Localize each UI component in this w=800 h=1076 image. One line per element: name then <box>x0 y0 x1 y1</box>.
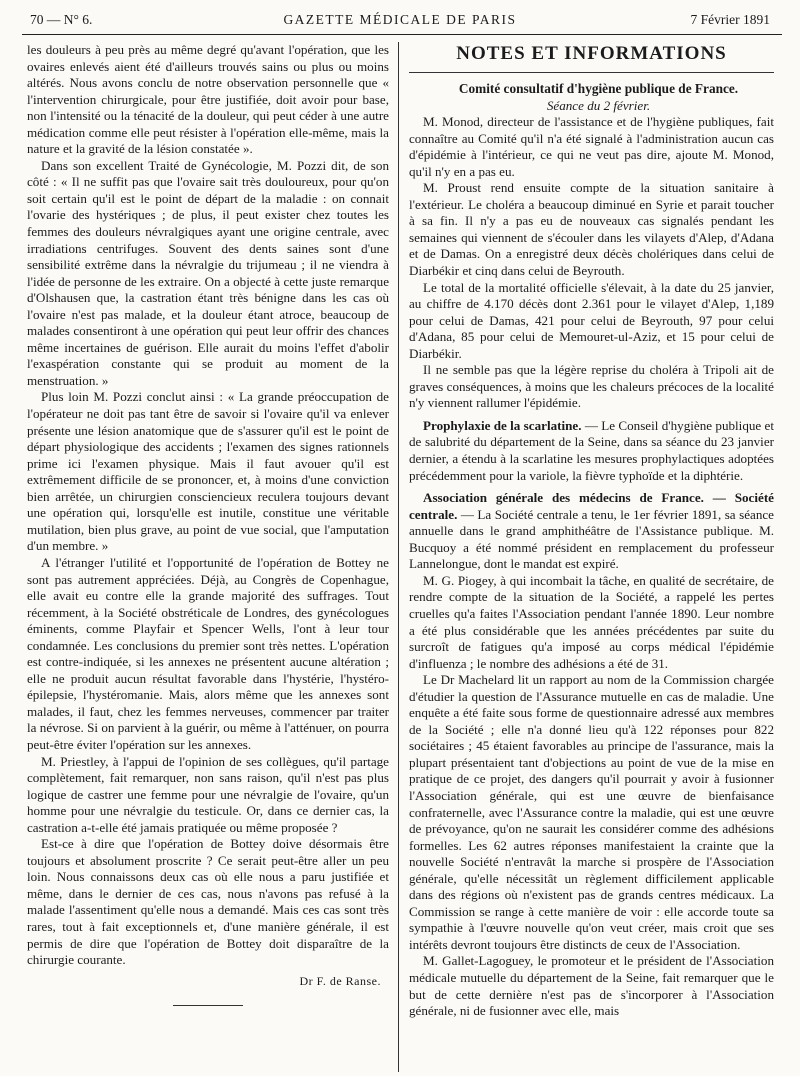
paragraph: M. Monod, directeur de l'assistance et de l'hygiène publiques, fait connaître au Comité qu'il n'a été signalé à l'administration aucun cas d'épidémie à l'intérieur, ce qui ne veut pas dire, ajoute M. Monod, qu'il n'y en a pas eu. <box>409 114 774 179</box>
right-column <box>409 42 774 1070</box>
section-title: NOTES ET INFORMATIONS <box>456 43 727 64</box>
page-header <box>30 6 770 30</box>
paragraph: M. G. Piogey, à qui incombait la tâche, en qualité de secrétaire, de rendre compte de la situation de la Société, a rappelé les pertes cruelles qu'a faites l'Association pendant l'année 1890. Leur nombre a été plus considérable que les années précédentes par suite du surcroît de fatigues qu'a imposé au corps médical l'épidémie d'influenza ; le nombre des adhésions a été de 31. <box>409 572 774 671</box>
paragraph: Le total de la mortalité officielle s'élevait, à la date du 25 janvier, au chiffre de 4.170 décès dont 2.361 pour le vilayet d'Alep, 1,189 pour celui de Damas, 421 pour celui de Beyrouth, 97 pour celui d'Adana, 85 pour celui de Memouret-ul-Aziz, et 15 pour celui de Diarbékir. <box>409 279 774 361</box>
paragraph: Est-ce à dire que l'opération de Bottey doive désormais être toujours et absolument proscrite ? Ce serait peut-être aller un peu loin. Nous connaissons deux cas où elle nous a paru justifiée et même, dans le dernier de ces cas, nous n'avons pas refusé à la malade l'assentiment qu'elle nous a demandé. Mais ces cas sont très rares, tout à fait exceptionnels et, d'une manière générale, il est permis de dire que l'opération de Bottey doit disparaître de la chirurgie courante. <box>27 836 389 968</box>
author-signature: Dr F. de Ranse. <box>299 973 381 988</box>
section-rule <box>409 72 774 73</box>
scarlatine-text: — Le Conseil d'hygiène publique et de salubrité du département de la Seine, dans sa séance du 23 janvier dernier, a étendu à la scarlatine les mesures prophylactiques adoptées précédemment pour la variole, la fièvre typhoïde et la diphtérie. <box>409 417 774 483</box>
paragraph: A l'étranger l'utilité et l'opportunité de l'opération de Bottey ne sont pas autrement appréciées. Déjà, au Congrès de Copenhague, elle avait eu contre elle la grande majorité des suffrages. Tout récemment, à la Société obstréticale de Londres, des gynécologues éminents, comme Playfair et Spencer Wells, l'ont à leur tour condamnée. Les conclusions du premier sont très nettes. L'opération est contre-indiquée, si les annexes ne présentent aucune altération ; elle ne produit aucun résultat favorable dans l'hystérie, l'hystéro-épilepsie, l'hystéromanie. Mais, alors même que les annexes sont malades, il faut, chez les femmes nerveuses, commencer par traiter la névrose. Si on parvient à la guérir, ou même à l'atténuer, on pourra peut-être éviter l'opération sur les annexes. <box>27 554 389 752</box>
paragraph: Le Dr Machelard lit un rapport au nom de la Commission chargée d'étudier la question de l'Assurance mutuelle en cas de maladie. Une enquête a été faite sous forme de questionnaire adressé aux membres de la Société ; elle n'a donné lieu qu'à 122 réponses pour 822 sociétaires ; 45 étaient favorables au principe de l'assurance, mais la plupart présentaient tant d'objections au point de vue de la mise en pratique de ce projet, des dangers qu'il pourrait y avoir à fusionner l'Association générale, qui est une œuvre de bienfaisance confraternelle, avec l'Assurance contre la maladie, qui est une œuvre de prévoyance, qu'on ne saurait les considérer comme des adhésions formelles. Les 62 autres réponses manifestaient la crainte que la nouvelle Société n'entravât la marche si prospère de l'Association générale, qu'elle nécessitât un règlement difficilement applicable dans des régions où n'existent pas de grands centres médicaux. La Commission se range à cette manière de voir : elle accorde toute sa sympathie à l'œuvre nouvelle qu'on veut créer, mais croit que ses intérêts devront toujours être distincts de ceux de l'Association. <box>409 672 774 952</box>
paragraph: Il ne semble pas que la légère reprise du choléra à Tripoli ait de graves conséquences, à moins que les chaleurs précoces de la localité n'y viennent rallumer l'épidémie. <box>409 362 774 411</box>
subsection-date: Séance du 2 février. <box>546 97 651 113</box>
scarlatine-paragraph <box>409 418 774 484</box>
scarlatine-heading: Prophylaxie de la scarlatine. <box>423 417 582 433</box>
paragraph: Plus loin M. Pozzi conclut ainsi : « La grande préoccupation de l'opérateur ne doit pas tant être de savoir si l'ovaire qu'il va enlever présente une lésion anatomique que de s'assurer qu'il est le point de départ physiologique des accidents ; l'examen des signes rationnels prime ici l'examen physique. Mais il faut avouer qu'il est extrêmement difficile de se prononcer, et, à moins d'une conviction bien arrêtée, un chirurgien consciencieux reculera toujours devant une opération qui, lorsqu'elle est inutile, constitue une véritable mutilation, bien plus grave, au point de vue social, que l'amputation d'un membre. » <box>27 389 389 554</box>
journal-title: GAZETTE MÉDICALE DE PARIS <box>283 12 517 27</box>
page-number: 70 — N° 6. <box>30 12 93 27</box>
column-divider <box>398 42 399 1072</box>
paragraph: Dans son excellent Traité de Gynécologie, M. Pozzi dit, de son côté : « Il ne suffit pas que l'ovaire sait très douloureux, pour qu'on soit certain qu'il est le point de départ de la maladie : on connait l'ovarie des hystériques ; de plus, il peut exister chez toutes les femmes des douleurs névralgiques ayant une origine centrale, avec irradiations centrifuges. Souvent des dents saines sont d'une sensibilité extrême dans la névralgie du trijumeau ; il ne viendra à l'idée de personne de les extraire. On a objecté à cette juste remarque d'Olshausen que, la castration étant très bénigne dans les cas où l'ovaire n'est pas malade, et la douleur étant atroce, beaucoup de malades consentiront à une opération qui peut leur offrir des chances même incertaines de guérison. Elle aurait du moins l'effet d'abolir l'exaspération constante qui se produit au moment de la menstruation. » <box>27 157 389 388</box>
paragraph: M. Proust rend ensuite compte de la situation sanitaire à l'extérieur. Le choléra a beaucoup diminué en Syrie et parait toucher à sa fin. Il n'y a pas eu de nouveaux cas signalés pendant les semaines qui viennent de s'écouler dans les vilayets d'Alep, d'Adana et de Damas. On a enregistré deux décès cholériques dans celui de Diarbékir et cinq dans celui de Beyrouth. <box>409 180 774 279</box>
paragraph: M. Gallet-Lagoguey, le promoteur et le président de l'Association médicale mutuelle du département de la Seine, fait remarquer que le but de cette dernière n'est pas de s'incorporer à l'Association générale, ni de fusionner avec elle, mais <box>409 953 774 1019</box>
association-text: — La Société centrale a tenu, le 1er février 1891, sa séance annuelle dans le grand amphithéâtre de l'Assistance publique. M. Bucquoy a été nommé président en remplacement du professeur Lannelongue, dont le mandat est expiré. <box>409 506 774 572</box>
subsection-title: Comité consultatif d'hygiène publique de France. <box>458 81 739 96</box>
header-rule <box>22 34 782 35</box>
issue-date: 7 Février 1891 <box>690 12 770 27</box>
left-column <box>27 42 389 1070</box>
paragraph: les douleurs à peu près au même degré qu'avant l'opération, que les ovaires enlevés aient été d'ailleurs trouvés sains ou plus ou moins altérés. Nous avons conclu de notre observation personnelle que « l'intervention chirurgicale, pour être justifiée, doit avoir pour base, non l'intensité ou la ténacité de la douleur, qui peut céder à une autre médication comme elle peut résister à l'opération elle-même, mais la nature et la gravité de la lésion constatée ». <box>27 42 389 157</box>
association-paragraph <box>409 490 774 573</box>
paragraph: M. Priestley, à l'appui de l'opinion de ses collègues, qu'il partage complètement, fait remarquer, non sans raison, qu'il n'est pas plus logique de castrer une femme pour une névralgie de l'ovaire, qu'un homme pour une névralgie du testicule. Or, dans ce dernier cas, la castration a-t-elle été jamais pratiquée ou même proposée ? <box>27 753 389 835</box>
association-heading: Association générale des médecins de France. — Société centrale. <box>409 490 774 522</box>
end-rule <box>173 1005 243 1006</box>
